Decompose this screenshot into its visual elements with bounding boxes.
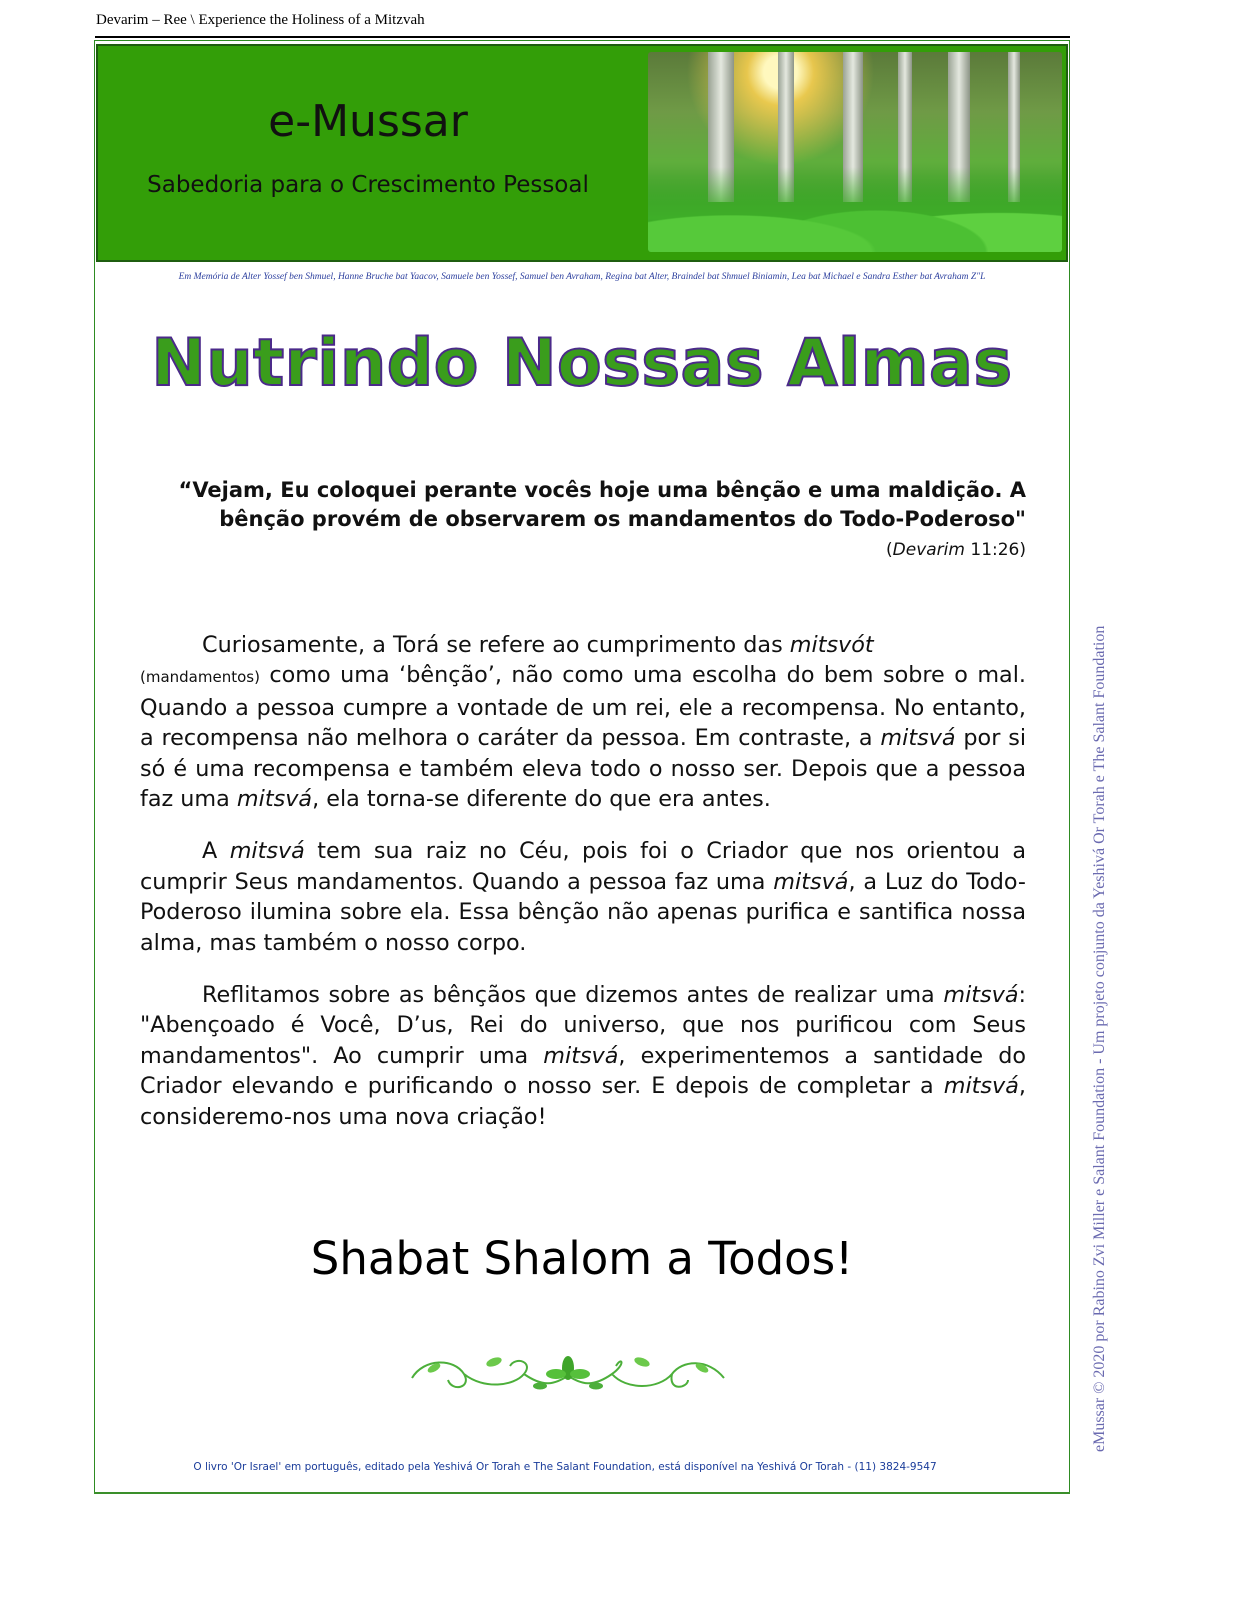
article-body <box>140 630 1026 1154</box>
banner-title: e-Mussar <box>268 96 468 147</box>
header-banner <box>96 44 1068 262</box>
running-head: Devarim – Ree \ Experience the Holiness of a Mitzvah <box>96 12 425 28</box>
top-rule <box>95 36 1070 38</box>
paragraph-1: Curiosamente, a Torá se refere ao cumprimento das mitsvót (mandamentos) como uma ‘bênção’, não como uma escolha do bem sobre o mal. Quando a pessoa cumpre a vontade de um rei, ele a recompensa. No entanto, a recompensa não melhora o caráter da pessoa. Em contraste, a mitsvá por si só é uma recompensa e também eleva todo o nosso ser. Depois que a pessoa faz uma mitsvá, ela torna-se diferente do que era antes. <box>140 632 1027 813</box>
forest-image <box>648 52 1062 252</box>
closing-greeting: Shabat Shalom a Todos! <box>310 1232 854 1285</box>
vine-ornament-icon <box>404 1348 732 1398</box>
page-title: Nutrindo Nossas Almas <box>151 326 1013 401</box>
verse-book: Devarim <box>892 540 965 560</box>
footer-note: O livro 'Or Israel' em português, editado pela Yeshivá Or Torah e The Salant Foundation, está disponível na Yeshivá Or Torah - (11) 3824-9547 <box>193 1461 937 1473</box>
banner-subtitle: Sabedoria para o Crescimento Pessoal <box>147 172 589 198</box>
gloss: (mandamentos) <box>140 668 260 687</box>
verse-reference: (Devarim 11:26) <box>886 540 1026 560</box>
verse-line-1: “Vejam, Eu coloquei perante vocês hoje uma bênção e uma maldição. A <box>178 478 1026 502</box>
verse-quote <box>140 476 1026 534</box>
side-credit: eMussar © 2020 por Rabino Zvi Miller e Salant Foundation - Um projeto conjunto da Yeshivá Or Torah e The Salant Foundation <box>1091 625 1108 1452</box>
paragraph-3: Reflitamos sobre as bênçãos que dizemos antes de realizar uma mitsvá: "Abençoado é Você, D’us, Rei do universo, que nos purificou com Seus mandamentos". Ao cumprir uma mitsvá, experimentemos a santidade do Criador elevando e purificando o nosso ser. E depois de completar a mitsvá, consideremo-nos uma nova criação! <box>140 982 1026 1130</box>
bottom-rule <box>94 1492 1070 1494</box>
paragraph-2: A mitsvá tem sua raiz no Céu, pois foi o Criador que nos orientou a cumprir Seus mandamentos. Quando a pessoa faz uma mitsvá, a Luz do Todo-Poderoso ilumina sobre ela. Essa bênção não apenas purifica e santifica nossa alma, mas também o nosso corpo. <box>140 838 1027 956</box>
memorial-dedication: Em Memória de Alter Yossef ben Shmuel, Hanne Bruche bat Yaacov, Samuele ben Yossef, Samuel ben Avraham, Regina bat Alter, Braindel bat Shmuel Biniamin, Lea bat Michael e Sandra Esther bat Avraham Z"L <box>178 272 986 282</box>
verse-line-2: bênção provém de observarem os mandamentos do Todo-Poderoso" <box>219 507 1026 531</box>
